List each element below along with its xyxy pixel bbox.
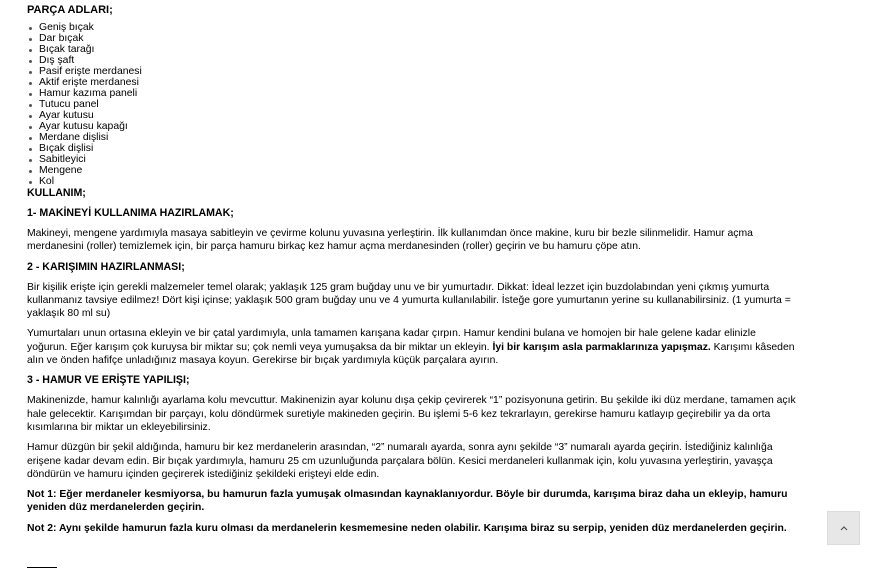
usage-heading: KULLANIM; [27,187,86,199]
list-item: Dar bıçak [39,33,797,44]
list-item: Aktif erişte merdanesi [39,77,797,88]
section-2-heading: 2 - KARIŞIMIN HAZIRLANMASI; [27,260,185,273]
clipped-text-fragment [27,563,67,568]
section-2-text-start: Yumurtaları unun ortasına ekleyin ve bir çatal yardımıyla, unla tamamen karışana kadar çırpın. Hamur kendini bulana ve homojen bir hale gelene kadar elinizle yoğurun. Eğer karışım çok kuruysa bir miktar su; çok nemli veya yumuşaksa da bir miktar un ekleyin. [27,328,756,353]
section-2-paragraph-2 [27,327,797,367]
list-item: Bıçak dişlisi [39,143,797,154]
section-1-paragraph: Makineyi, mengene yardımıyla masaya sabitleyin ve çevirme kolunu yuvasına yerleştirin. İlk kullanımdan önce makine, kuru bir bezle silinmelidir. Hamur açma merdanesini (roller) temizlemek için, bir parça hamuru birkaç kez hamur açma merdanesinden (roller) geçirin ve bu hamuru çöpe atın. [27,228,753,253]
section-1-heading: 1- MAKİNEYİ KULLANIMA HAZIRLAMAK; [27,207,234,219]
note-2: Not 2: Aynı şekilde hamurun fazla kuru olması da merdanelerin kesmemesine neden olabilir. Karışıma biraz su serpip, yeniden düz merdanelerden geçirin. [27,522,787,534]
list-item: Kol [39,176,797,187]
list-item: Tutucu panel [39,99,797,110]
list-item: Bıçak tarağı [39,44,797,55]
section-2-paragraph-1: Bir kişilik erişte için gerekli malzemeler temel olarak; yaklaşık 125 gram buğday unu ve bir yumurtadır. Dikkat: İdeal lezzet için buzdolabından yeni çıkmış yumurta kullanmanız tavsiye edilmez! Dört kişi içinse; yaklaşık 500 gram buğday unu ve 4 yumurta kullanılabilir. İsteğe gore yumurtanın yerine su kullanabilirsiniz. (1 yumurta = yaklaşık 80 ml su) [27,281,791,320]
section-3-heading: 3 - HAMUR VE ERİŞTE YAPILIŞI; [27,374,190,387]
list-item: Sabitleyici [39,154,797,165]
parts-list [27,22,797,187]
list-item: Pasif erişte merdanesi [39,66,797,77]
parts-heading: PARÇA ADLARI; [27,4,113,16]
list-item: Ayar kutusu kapağı [39,121,797,132]
section-2-text-end: Karışımı kâseden alın ve önden hafifçe unladığınız masaya koyun. Gerekirse bir bıçak yardımıyla küçük parçalara ayırın. [27,341,795,367]
product-manual-content [27,0,797,542]
chevron-up-icon [840,525,848,531]
section-2-emphasis: İyi bir karışım asla parmaklarınıza yapışmaz. [492,341,711,353]
section-3-paragraph-1: Makinenizde, hamur kalınlığı ayarlama kolu mevcuttur. Makinenizin ayar kolunu dışa çekip çevirerek “1” pozisyonuna getirin. Bu şekilde iki düz merdane, tamamen açık hale gelecektir. Karışımdan bir parçayı, kolu döndürmek suretiyle makineden geçirin. Bu işlemi 5-6 kez tekrarlayın, gerekirse hamuru katlayıp geçirebilir ya da orta kısımlarına bir miktar un ekleyebilirsiniz. [27,395,796,433]
scroll-to-top-button[interactable] [827,511,860,545]
list-item: Merdane dişlisi [39,132,797,143]
list-item: Ayar kutusu [39,110,797,121]
list-item: Hamur kazıma paneli [39,88,797,99]
note-1: Not 1: Eğer merdaneler kesmiyorsa, bu hamurun fazla yumuşak olmasından kaynaklanıyordur. Böyle bir durumda, karışıma biraz daha un ekleyip, hamuru yeniden düz merdanelerden geçirin. [27,489,788,514]
list-item: Dış şaft [39,55,797,66]
section-3-paragraph-2: Hamur düzgün bir şekil aldığında, hamuru bir kez merdanelerin arasından, “2” numaralı ayarda, sonra aynı şekilde “3” numaralı ayarda geçirin. İstediğiniz kalınlığa erişene kadar devam edin. Bir bıçak yardımıyla, hamuru 25 cm uzunluğunda parçalara bölün. Kesici merdaneleri kullanmak için, kolu yuvasına yerleştirin, yavaşça döndürün ve hamuru içinden geçirerek istediğiniz şekildeki erişteyi elde edin. [27,442,773,480]
list-item: Geniş bıçak [39,22,797,33]
list-item: Mengene [39,165,797,176]
